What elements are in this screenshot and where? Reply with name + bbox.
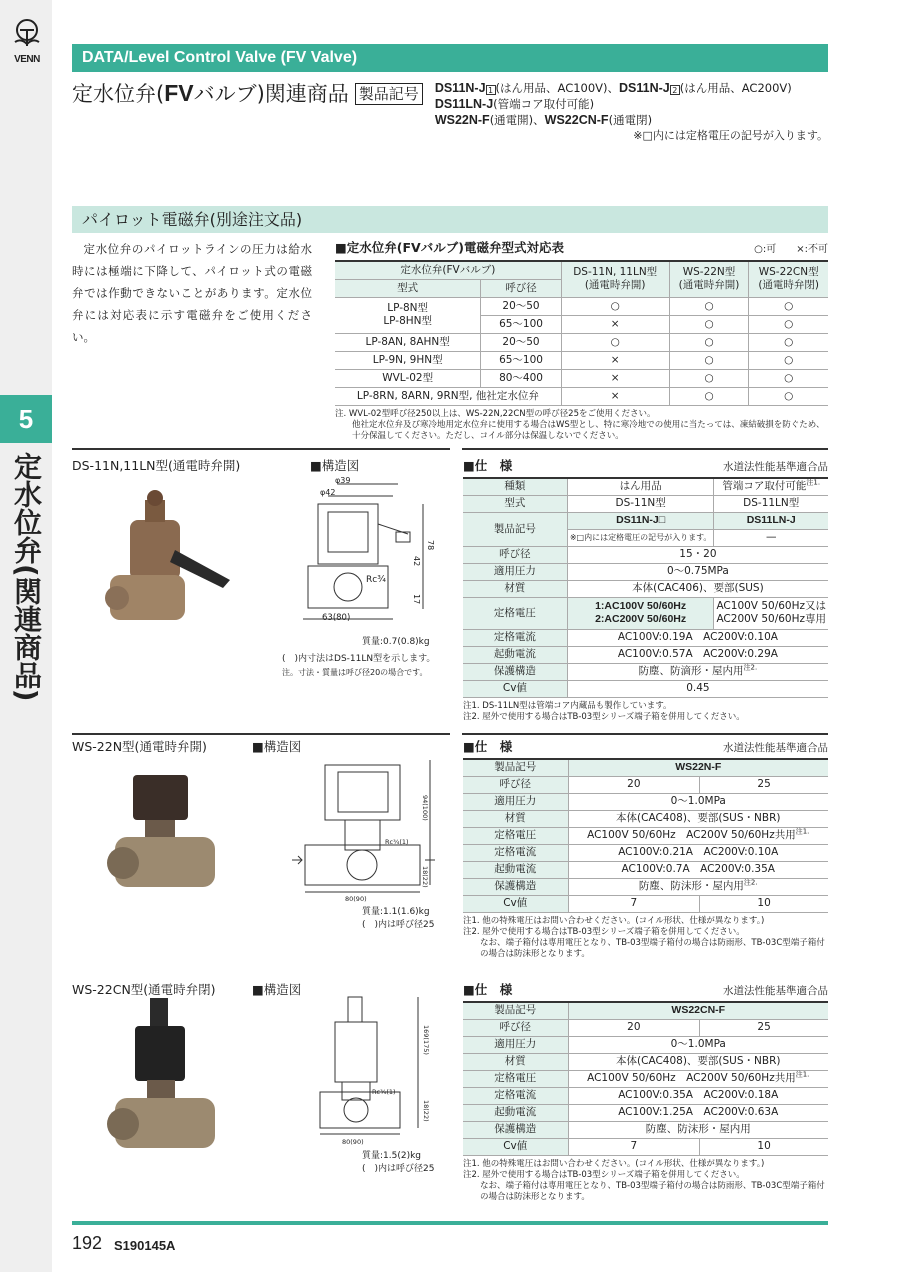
ds-spec-label: ■仕 様 <box>463 458 513 473</box>
spec-row <box>463 478 828 495</box>
spec-label: 適用圧力 <box>463 1036 568 1053</box>
note-ref: 注1. <box>795 1070 810 1079</box>
spec-value <box>568 759 828 776</box>
table-row <box>335 333 828 351</box>
spec-value <box>567 629 828 646</box>
note-ref: 注2. <box>743 878 758 887</box>
compat-header-row <box>335 261 828 279</box>
spec-row <box>463 827 828 844</box>
code: DS11LN-J <box>434 97 494 111</box>
compat-legend: ○:可 ×:不可 <box>754 244 828 255</box>
ws22cn-photo <box>105 998 235 1153</box>
spec-label: 呼び径 <box>463 546 567 563</box>
dim: φ42 <box>320 488 336 497</box>
ws22n-heading: WS-22N型(通電時弁開) <box>72 739 207 754</box>
spec-label: 定格電圧 <box>463 597 567 629</box>
header-group: 定水位弁(FVバルブ) <box>335 261 561 279</box>
ds-fig-label: ■構造図 <box>310 458 360 473</box>
note-line: の場合は防沫形となります。 <box>463 948 590 959</box>
value-text: 防塵、防沫形・屋内用 <box>638 880 744 892</box>
ws22cn-heading: WS-22CN型(通電時弁閉) <box>72 982 216 997</box>
value-text: AC100V 50/60Hz AC200V 50/60Hz共用 <box>587 829 796 841</box>
compat-mark: ○ <box>561 333 669 351</box>
spec-label: 種類 <box>463 478 567 495</box>
value-text: 20 <box>627 1021 641 1033</box>
value-text: DS11LN-J <box>746 514 796 526</box>
table-row <box>335 369 828 387</box>
section-bar: パイロット電磁弁(別途注文品) <box>72 206 828 233</box>
compat-block <box>335 238 828 442</box>
spec-value <box>568 1019 700 1036</box>
spec-head <box>463 456 828 474</box>
note-ref: 注1. <box>806 478 821 487</box>
spec-label: 定格電流 <box>463 844 568 861</box>
divider <box>462 733 828 735</box>
header-cell: 呼び径 <box>481 279 561 297</box>
note-line: 注2. 屋外で使用する場合はTB-03型シリーズ端子箱を併用してください。 <box>463 711 745 722</box>
value-text: DS-11N型 <box>615 497 666 509</box>
spec-value <box>567 680 828 697</box>
note-ref: 注1. <box>795 827 810 836</box>
spec-row <box>463 663 828 680</box>
compat-mark: × <box>561 315 669 333</box>
header-cell: 型式 <box>335 279 481 297</box>
spec-value <box>567 646 828 663</box>
spec-value <box>567 597 714 629</box>
spec-value <box>568 827 828 844</box>
spec-label: 起動電流 <box>463 646 567 663</box>
ws22n-notes <box>463 916 828 960</box>
spec-label: Cv値 <box>463 680 567 697</box>
ds-photo <box>95 480 235 630</box>
spec-row <box>463 629 828 646</box>
dim: 63(80) <box>322 613 351 623</box>
spec-value <box>567 546 828 563</box>
spec-value <box>714 597 828 629</box>
chapter-title: 定水位弁(関連商品) <box>10 452 43 702</box>
spec-label: 呼び径 <box>463 776 568 793</box>
ws22n-spec-block <box>463 737 828 960</box>
size-cell: 20〜50 <box>481 297 561 315</box>
code-desc: (通電閉) <box>608 113 653 127</box>
compat-table <box>335 260 828 406</box>
compat-mark: × <box>561 369 669 387</box>
ws22n-spec-table <box>463 758 828 913</box>
spec-row <box>463 776 828 793</box>
value-text: 防塵、防滴形・屋内用 <box>638 665 744 677</box>
ws22cn-notes <box>463 1159 828 1203</box>
spec-value <box>567 663 828 680</box>
note-line: なお、端子箱付は専用電圧となり、TB-03型端子箱付の場合は防雨形、TB-03C型端子箱付 <box>463 937 825 948</box>
spec-value <box>568 776 700 793</box>
ws22n-cert: 水道法性能基準適合品 <box>723 742 828 754</box>
compat-mark: ○ <box>669 315 749 333</box>
spec-label: 保護構造 <box>463 1121 568 1138</box>
header-bar: DATA/Level Control Valve (FV Valve) <box>72 44 828 72</box>
code-line <box>435 80 828 96</box>
chapter-tab[interactable]: 5 <box>0 395 52 443</box>
size-cell: 20〜50 <box>481 333 561 351</box>
spec-label: 呼び径 <box>463 1019 568 1036</box>
spec-row <box>463 563 828 580</box>
dim: 18(22) <box>422 1100 430 1122</box>
ws22n-photo <box>105 765 235 895</box>
spec-row <box>463 793 828 810</box>
ws22cn-spec-table <box>463 1001 828 1156</box>
spec-label: 適用圧力 <box>463 793 568 810</box>
spec-row <box>463 1104 828 1121</box>
ws22n-structure-diagram <box>290 750 440 900</box>
spec-label: 型式 <box>463 495 567 512</box>
spec-row <box>463 895 828 912</box>
page-number: 192 <box>72 1233 103 1253</box>
header-cell: WS-22CN型 (通電時弁閉) <box>749 261 828 297</box>
value-text: — <box>765 531 777 543</box>
spec-row <box>463 495 828 512</box>
value-text: 0.45 <box>686 682 710 694</box>
spec-row <box>463 844 828 861</box>
size-cell: 65〜100 <box>481 315 561 333</box>
table-row <box>335 387 828 405</box>
spec-value <box>568 810 828 827</box>
title-row <box>72 80 828 144</box>
note-line: 注1. DS-11LN型は管端コア内蔵品も製作しています。 <box>463 700 672 711</box>
spec-value <box>568 1070 828 1087</box>
logo-text: VENN <box>14 54 40 65</box>
model-cell: LP-8AN, 8AHN型 <box>335 333 481 351</box>
value-text: 25 <box>757 1021 771 1033</box>
spec-label: 定格電圧 <box>463 1070 568 1087</box>
spec-row <box>463 580 828 597</box>
spec-label: 保護構造 <box>463 663 567 680</box>
table-row <box>335 351 828 369</box>
code-desc: (はん用品、AC200V) <box>679 81 792 95</box>
divider <box>72 733 450 735</box>
spec-value <box>568 1087 828 1104</box>
ds-cert: 水道法性能基準適合品 <box>723 461 828 473</box>
value-text: 本体(CAC408)、要部(SUS・NBR) <box>616 1055 781 1067</box>
spec-label: 保護構造 <box>463 878 568 895</box>
page-title <box>72 80 349 107</box>
value-text: 10 <box>757 897 771 909</box>
spec-row <box>463 759 828 776</box>
value-text: 20 <box>627 778 641 790</box>
note-line: 注1. 他の特殊電圧はお問い合わせください。(コイル形状、仕様が異なります。) <box>463 1158 765 1169</box>
code: DS11N-J <box>619 81 670 95</box>
spec-label: 製品記号 <box>463 512 567 546</box>
spec-row <box>463 512 828 529</box>
spec-label: 定格電流 <box>463 1087 568 1104</box>
value-text: WS22N-F <box>675 761 722 774</box>
dim: 80(90) <box>342 1138 364 1146</box>
ds-mass: 質量:0.7(0.8)kg <box>362 637 430 647</box>
ds-fig-note: 注。寸法・質量は呼び径20の場合です。 <box>282 668 428 677</box>
compat-mark: ○ <box>749 369 828 387</box>
spec-row <box>463 878 828 895</box>
compat-mark: ○ <box>669 387 749 405</box>
ds-spec-block <box>463 456 828 723</box>
divider <box>72 448 450 450</box>
note-line: 注2. 屋外で使用する場合はTB-03型シリーズ端子箱を併用してください。 <box>463 926 745 937</box>
value-text: 25 <box>757 778 771 790</box>
note-line: 注2. 屋外で使用する場合はTB-03型シリーズ端子箱を併用してください。 <box>463 1169 745 1180</box>
compat-mark: × <box>561 351 669 369</box>
ws22n-fig-label: ■構造図 <box>252 739 302 754</box>
spec-row <box>463 1036 828 1053</box>
spec-value <box>568 1104 828 1121</box>
dim: 169(175) <box>422 1025 430 1055</box>
spec-label: 材質 <box>463 1053 568 1070</box>
model-cell: WVL-02型 <box>335 369 481 387</box>
spec-value <box>568 1053 828 1070</box>
spec-value <box>568 1002 828 1019</box>
ds-spec-table <box>463 477 828 698</box>
dim: φ39 <box>335 476 351 485</box>
spec-label: 定格電圧 <box>463 827 568 844</box>
ds-notes <box>463 701 828 723</box>
spec-value <box>567 563 828 580</box>
dim: 18(22) <box>421 866 429 888</box>
value-text: 0〜1.0MPa <box>670 1038 726 1050</box>
voltage-box: 1 <box>486 85 496 95</box>
value-text: 15・20 <box>679 548 717 560</box>
spec-head <box>463 737 828 755</box>
title-part: FV <box>164 80 194 106</box>
dim: 94(100) <box>421 795 429 821</box>
compat-mark: ○ <box>749 297 828 315</box>
ws22cn-structure-diagram <box>300 992 440 1137</box>
compat-notes <box>335 409 828 442</box>
spec-row <box>463 1138 828 1155</box>
spec-label: 適用圧力 <box>463 563 567 580</box>
spec-row <box>463 1002 828 1019</box>
title-part: 定水位弁( <box>72 82 165 106</box>
spec-label: 起動電流 <box>463 1104 568 1121</box>
value-text: 本体(CAC406)、要部(SUS) <box>632 582 764 594</box>
spec-label: Cv値 <box>463 1138 568 1155</box>
value-text: DS-11LN型 <box>743 497 800 509</box>
dim: 42 <box>412 556 421 567</box>
compat-mark: × <box>561 387 669 405</box>
value-text: 0〜1.0MPa <box>670 795 726 807</box>
spec-value <box>568 844 828 861</box>
spec-row <box>463 680 828 697</box>
value-text: AC100V:0.35A AC200V:0.18A <box>618 1089 779 1101</box>
spec-label: 材質 <box>463 580 567 597</box>
compat-mark: ○ <box>561 297 669 315</box>
note-line: 注. WVL-02型呼び径250以上は、WS-22N,22CN型の呼び径25をご使用ください。 <box>335 408 656 419</box>
value-text: 防塵、防沫形・屋内用 <box>645 1123 751 1135</box>
spec-value <box>700 1019 828 1036</box>
note-line: の場合は防沫形となります。 <box>463 1191 590 1202</box>
spec-label: 材質 <box>463 810 568 827</box>
compat-title: ■定水位弁(FVバルブ)電磁弁型式対応表 <box>335 240 564 255</box>
value-text: ※□内には定格電圧の記号が入ります。 <box>569 533 712 542</box>
header-cell: DS-11N, 11LN型 (通電時弁開) <box>561 261 669 297</box>
value-text: WS22CN-F <box>671 1004 726 1017</box>
compat-mark: ○ <box>749 351 828 369</box>
note-line: 注1. 他の特殊電圧はお問い合わせください。(コイル形状、仕様が異なります。) <box>463 915 765 926</box>
value-text: はん用品 <box>619 480 662 493</box>
code: WS22N-F <box>434 113 490 127</box>
value-text: AC100V:0.57A AC200V:0.29A <box>617 648 778 660</box>
dim: 80(90) <box>345 895 367 903</box>
product-codes <box>435 80 828 144</box>
spec-value <box>700 895 828 912</box>
spec-value <box>567 529 714 546</box>
spec-row <box>463 1070 828 1087</box>
ws22cn-spec-block <box>463 980 828 1203</box>
value-text: AC100V:0.19A AC200V:0.10A <box>617 631 778 643</box>
value-text: DS11N-J□ <box>616 514 666 526</box>
compat-title-row <box>335 238 828 256</box>
value-text: AC100V 50/60Hz又は AC200V 50/60Hz専用 <box>716 600 826 625</box>
header-cell: WS-22N型 (通電時弁開) <box>669 261 749 297</box>
model-cell: LP-8RN, 8ARN, 9RN型, 他社定水位弁 <box>335 387 561 405</box>
code: WS22CN-F <box>544 113 609 127</box>
spec-value <box>567 580 828 597</box>
model-cell: LP-8N型 LP-8HN型 <box>335 297 481 333</box>
compat-mark: ○ <box>749 315 828 333</box>
note-ref: 注2. <box>743 663 758 672</box>
spec-row <box>463 861 828 878</box>
spec-label: 定格電流 <box>463 629 567 646</box>
spec-value <box>568 895 700 912</box>
value-text: AC100V 50/60Hz AC200V 50/60Hz共用 <box>587 1072 796 1084</box>
footer-line <box>72 1221 828 1225</box>
spec-label: Cv値 <box>463 895 568 912</box>
spec-value <box>567 495 714 512</box>
code-line <box>435 96 828 112</box>
ws22cn-fig-label: ■構造図 <box>252 982 302 997</box>
spec-value <box>568 1036 828 1053</box>
code-note: ※□内には定格電圧の記号が入ります。 <box>633 129 828 142</box>
product-code-label: 製品記号 <box>355 83 423 105</box>
spec-row <box>463 546 828 563</box>
spec-head <box>463 980 828 998</box>
spec-value <box>714 495 828 512</box>
code-desc: (通電開)、 <box>489 113 545 127</box>
spec-value <box>567 478 714 495</box>
size-cell: 65〜100 <box>481 351 561 369</box>
code-desc: (はん用品、AC100V)、 <box>495 81 620 95</box>
value-text: 7 <box>630 1140 638 1152</box>
venn-logo <box>8 18 46 65</box>
note-line: 他社定水位弁及び寒冷地用定水位弁に使用する場合はWS型とし、特に寒冷地での使用に当たっては、凍結破損を防ぐため、 <box>335 419 825 430</box>
value-text: 1:AC100V 50/60Hz 2:AC200V 50/60Hz <box>595 600 687 625</box>
divider <box>462 448 828 450</box>
compat-mark: ○ <box>669 369 749 387</box>
ds-heading: DS-11N,11LN型(通電時弁開) <box>72 458 241 473</box>
value-text: 管端コア取付可能 <box>722 480 807 493</box>
spec-row <box>463 597 828 629</box>
ds-structure-diagram <box>298 474 448 634</box>
ws22cn-mass: 質量:1.5(2)kg <box>362 1151 422 1161</box>
ws22n-spec-label: ■仕 様 <box>463 739 513 754</box>
compat-mark: ○ <box>669 351 749 369</box>
spec-value <box>714 529 828 546</box>
value-text: AC100V:0.7A AC200V:0.35A <box>621 863 775 875</box>
spec-row <box>463 646 828 663</box>
compat-mark: ○ <box>669 297 749 315</box>
spec-value <box>700 1138 828 1155</box>
code: DS11N-J <box>434 81 486 95</box>
value-text: 0〜0.75MPa <box>666 565 729 577</box>
code-line <box>435 112 828 128</box>
pilot-text: 定水位弁のパイロットラインの圧力は給水時には極端に下降して、パイロット式の電磁弁では作動できないことがあります。定水位弁には対応表に示す電磁弁をご使用ください。 <box>72 242 312 344</box>
dim: Rc¾(1) <box>372 1088 396 1096</box>
ws22n-mass: 質量:1.1(1.6)kg <box>362 907 430 917</box>
spec-row <box>463 1087 828 1104</box>
spec-row <box>463 1121 828 1138</box>
ws22n-mass-note: ( )内は呼び径25 <box>362 920 435 930</box>
spec-value <box>567 512 714 529</box>
size-cell: 80〜400 <box>481 369 561 387</box>
ws22cn-spec-label: ■仕 様 <box>463 982 513 997</box>
spec-value <box>714 512 828 529</box>
compat-mark: ○ <box>669 333 749 351</box>
spec-row <box>463 810 828 827</box>
spec-value <box>700 776 828 793</box>
value-text: 7 <box>630 897 638 909</box>
spec-value <box>714 478 828 495</box>
value-text: AC100V:1.25A AC200V:0.63A <box>618 1106 779 1118</box>
value-text: 本体(CAC408)、要部(SUS・NBR) <box>616 812 781 824</box>
catalog-code: S190145A <box>114 1238 176 1253</box>
table-row <box>335 297 828 315</box>
compat-mark: ○ <box>749 387 828 405</box>
spec-value <box>568 878 828 895</box>
spec-value <box>568 793 828 810</box>
title-part: バルブ)関連商品 <box>193 82 349 106</box>
dim: 78 <box>426 540 435 551</box>
value-text: AC100V:0.21A AC200V:0.10A <box>618 846 779 858</box>
spec-value <box>568 861 828 878</box>
spec-row <box>463 1053 828 1070</box>
note-line: 十分保温してください。ただし、コイル部分は保温しないでください。 <box>335 430 624 441</box>
dim: 17 <box>412 594 421 605</box>
value-text: 10 <box>757 1140 771 1152</box>
spec-label: 製品記号 <box>463 759 568 776</box>
voltage-box: 2 <box>670 85 680 95</box>
spec-row <box>463 1019 828 1036</box>
model-cell: LP-9N, 9HN型 <box>335 351 481 369</box>
ds-fig-note: ( )内寸法はDS-11LN型を示します。 <box>282 654 436 664</box>
ws22cn-cert: 水道法性能基準適合品 <box>723 985 828 997</box>
ws22cn-mass-note: ( )内は呼び径25 <box>362 1164 435 1174</box>
logo-icon <box>11 18 43 50</box>
spec-label: 製品記号 <box>463 1002 568 1019</box>
code-desc: (管端コア取付可能) <box>493 97 595 111</box>
spec-label: 起動電流 <box>463 861 568 878</box>
spec-value <box>568 1121 828 1138</box>
dim: Rc¾ <box>366 575 386 585</box>
dim: Rc¾(1) <box>385 838 409 846</box>
compat-mark: ○ <box>749 333 828 351</box>
note-line: なお、端子箱付は専用電圧となり、TB-03型端子箱付の場合は防雨形、TB-03C型端子箱付 <box>463 1180 825 1191</box>
spec-value <box>568 1138 700 1155</box>
